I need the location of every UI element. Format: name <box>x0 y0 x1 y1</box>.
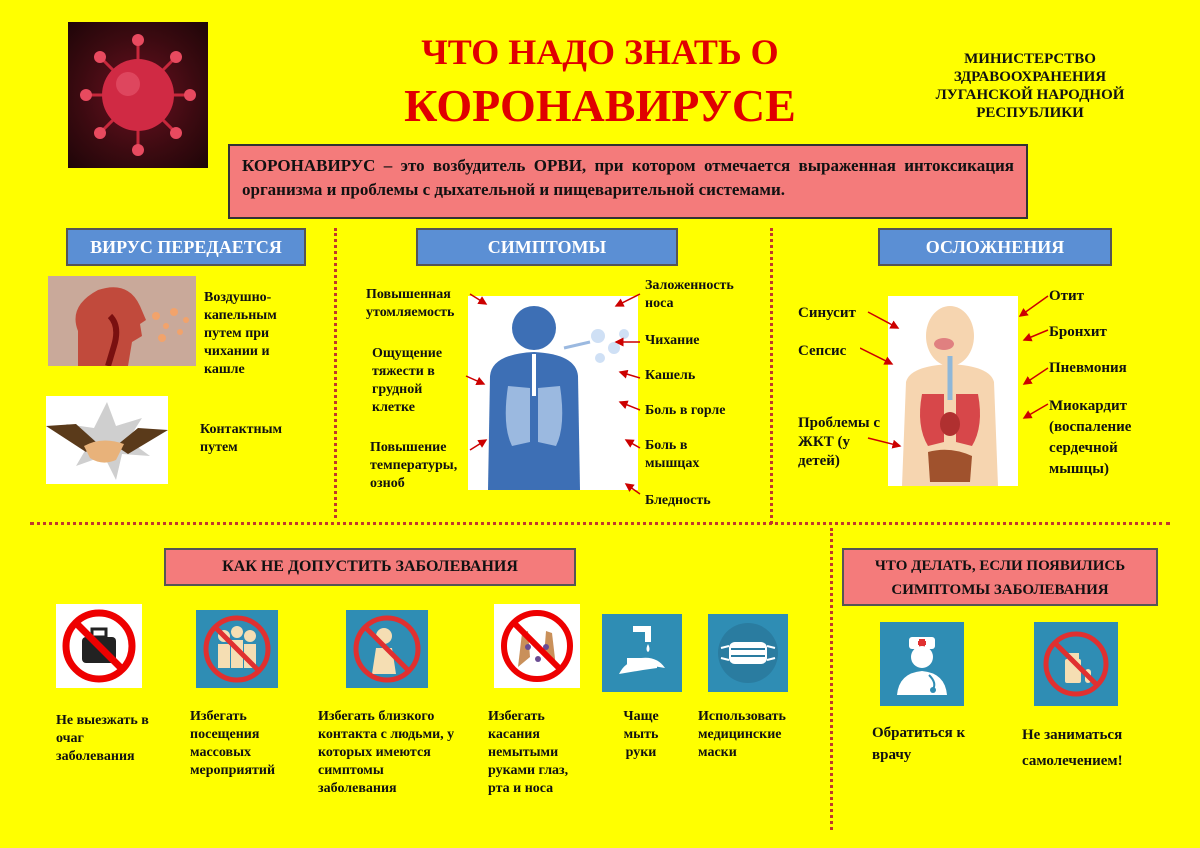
title-line-2: КОРОНАВИРУСЕ <box>404 80 796 131</box>
no-face-touch-icon <box>494 604 580 688</box>
divider-vertical-3 <box>830 528 833 830</box>
prevention-wash-label: Чаще мыть руки <box>623 709 659 760</box>
no-self-medication-icon <box>1034 622 1118 706</box>
complication-myocarditis-label: Миокардит (воспаление сердечной мышцы) <box>1049 398 1132 477</box>
transmission-airborne-label: Воздушно-капельным путем при чихании и кашле <box>204 290 277 377</box>
hand-wash-icon <box>602 614 682 692</box>
handshake-icon <box>46 396 168 484</box>
symptom-throat-label: Боль в горле <box>645 403 726 418</box>
prevention-heading: КАК НЕ ДОПУСТИТЬ ЗАБОЛЕВАНИЯ <box>164 548 576 586</box>
ministry-label: МИНИСТЕРСТВО ЗДРАВООХРАНЕНИЯ ЛУГАНСКОЙ НАРОДНОЙ РЕСПУБЛИКИ <box>935 51 1125 121</box>
symptom-fever-label: Повышение температуры, озноб <box>370 440 458 491</box>
prevention-face-label: Избегать касания немытыми руками глаз, рта и носа <box>488 709 569 796</box>
symptom-chest-label: Ощущение тяжести в грудной клетке <box>372 346 443 415</box>
mask-icon <box>708 614 788 692</box>
symptom-muscle-label: Боль в мышцах <box>645 438 700 471</box>
complication-sinusitis-label: Синусит <box>798 305 856 321</box>
transmission-contact-label: Контактным путем <box>200 422 283 455</box>
no-crowd-icon <box>196 610 278 688</box>
complication-bronchitis-label: Бронхит <box>1049 324 1107 340</box>
symptom-arrows <box>440 280 660 500</box>
symptom-fatigue-label: Повышенная утомляемость <box>366 287 455 320</box>
action-doctor-label: Обратиться к врачу <box>872 725 966 763</box>
complication-pneumonia-label: Пневмония <box>1049 360 1127 376</box>
complication-gi-label: Проблемы с ЖКТ (у детей) <box>798 415 881 469</box>
symptom-sneeze-label: Чихание <box>645 333 700 348</box>
symptom-pale-label: Бледность <box>645 493 711 508</box>
action-self-medication-label: Не заниматься самолечением! <box>1022 727 1123 769</box>
prevention-mask-label: Использовать медицинские маски <box>698 709 786 760</box>
no-sick-contact-icon <box>346 610 428 688</box>
symptoms-heading: СИМПТОМЫ <box>416 228 678 266</box>
symptom-cough-label: Кашель <box>645 368 696 383</box>
definition-box: КОРОНАВИРУС – это возбудитель ОРВИ, при котором отмечается выраженная интоксикация организма и проблемы с дыхательной и пищеварительной системами. <box>228 144 1028 219</box>
divider-horizontal <box>30 522 1170 525</box>
no-travel-icon <box>56 604 142 688</box>
prevention-contact-label: Избегать близкого контакта с людьми, у которых имеются симптомы заболевания <box>318 709 455 796</box>
complication-arrows <box>860 290 1060 460</box>
transmission-heading: ВИРУС ПЕРЕДАЕТСЯ <box>66 228 306 266</box>
doctor-icon <box>880 622 964 706</box>
sneeze-icon <box>48 276 196 366</box>
divider-vertical-2 <box>770 228 773 524</box>
action-heading: ЧТО ДЕЛАТЬ, ЕСЛИ ПОЯВИЛИСЬ СИМПТОМЫ ЗАБОЛЕВАНИЯ <box>842 548 1158 606</box>
prevention-travel-label: Не выезжать в очаг заболевания <box>56 713 149 764</box>
divider-vertical-1 <box>334 228 337 518</box>
complications-heading: ОСЛОЖНЕНИЯ <box>878 228 1112 266</box>
complication-sepsis-label: Сепсис <box>798 343 847 359</box>
symptom-nose-label: Заложенность носа <box>645 278 734 311</box>
prevention-crowd-label: Избегать посещения массовых мероприятий <box>190 709 276 778</box>
virus-icon <box>68 22 208 168</box>
title-line-1: ЧТО НАДО ЗНАТЬ О <box>421 32 779 72</box>
coronavirus-image <box>68 22 208 168</box>
complication-otitis-label: Отит <box>1049 288 1085 304</box>
